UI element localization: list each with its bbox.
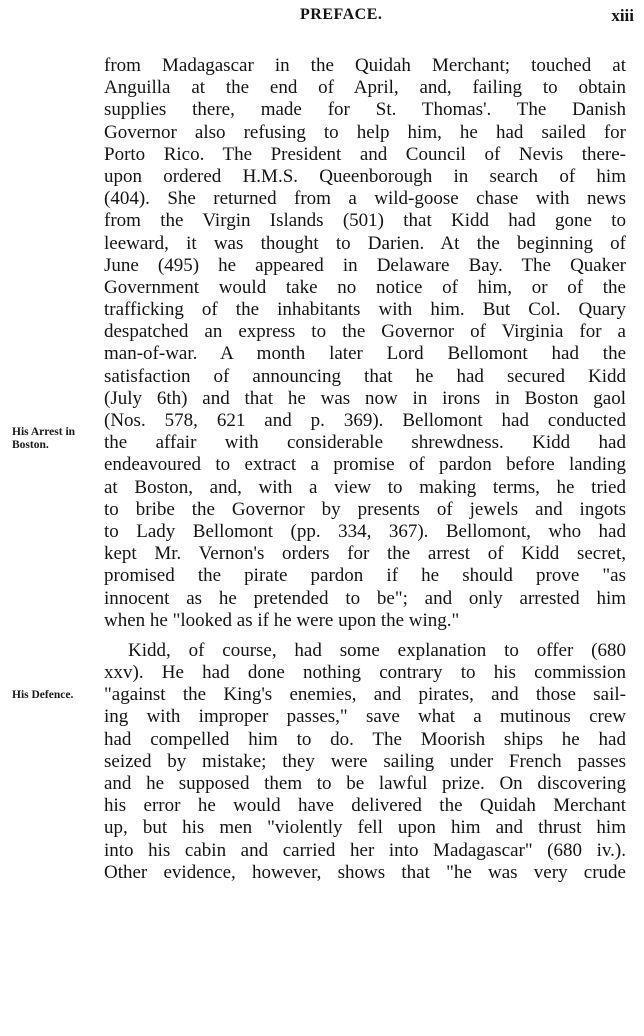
text-line: innocent as he pretended to be"; and only arrested him xyxy=(104,587,626,609)
text-line: kept Mr. Vernon's orders for the arrest of Kidd secret, xyxy=(104,543,626,565)
text-line: trafficking of the inhabitants with him. But Col. Quary xyxy=(104,299,626,321)
text-line: Anguilla at the end of April, and, failing to obtain xyxy=(104,77,626,99)
page-header xyxy=(0,6,644,30)
page-number: xiii xyxy=(611,6,634,25)
text-line: leeward, it was thought to Darien. At the beginning of xyxy=(104,232,626,254)
text-line: promised the pirate pardon if he should prove "as xyxy=(104,565,626,587)
text-line: (Nos. 578, 621 and p. 369). Bellomont had conducted xyxy=(104,410,626,431)
text-line: man-of-war. A month later Lord Bellomont had the xyxy=(104,343,626,365)
text-line: (July 6th) and that he was now in irons in Boston gaol xyxy=(104,387,626,409)
text-line: and he supposed them to be lawful prize. On discovering xyxy=(104,773,626,794)
text-line: (404). She returned from a wild-goose chase with news xyxy=(104,188,626,210)
text-line: the affair with considerable shrewdness. Kidd had xyxy=(104,432,626,454)
text-line: June (495) he appeared in Delaware Bay. The Quaker xyxy=(104,254,626,276)
text-line: had compelled him to do. The Moorish ships he had xyxy=(104,728,626,750)
paragraph-gap xyxy=(104,632,626,640)
text-line: up, but his men "violently fell upon him and thrust him xyxy=(104,817,626,839)
sidenote-arrest: His Arrest in Boston. xyxy=(12,426,76,451)
paragraph-1 xyxy=(104,55,626,632)
text-line: xxv). He had done nothing contrary to his commission xyxy=(104,662,626,684)
text-line: Other evidence, however, shows that "he was very crude xyxy=(104,861,626,883)
text-line: to bribe the Governor by presents of jewels and ingots xyxy=(104,498,626,520)
text-line: supplies there, made for St. Thomas'. The Danish xyxy=(104,99,626,121)
body-text xyxy=(104,55,626,884)
paragraph-2 xyxy=(104,640,626,884)
text-line: satisfaction of announcing that he had secured Kidd xyxy=(104,365,626,387)
text-line: Kidd, of course, had some explanation to offer (680 xyxy=(128,639,626,661)
text-line: from Madagascar in the Quidah Merchant; touched at xyxy=(104,55,626,76)
text-line: upon ordered H.M.S. Queenborough in search of him xyxy=(104,165,626,187)
text-line: Governor also refusing to help him, he had sailed for xyxy=(104,121,626,143)
text-line: his error he would have delivered the Quidah Merchant xyxy=(104,795,626,817)
text-line: Porto Rico. The President and Council of Nevis there- xyxy=(104,143,626,165)
text-line: to Lady Bellomont (pp. 334, 367). Bellomont, who had xyxy=(104,520,626,542)
text-line: "against the King's enemies, and pirates, and those sail- xyxy=(104,684,626,706)
sidenote-defence: His Defence. xyxy=(12,689,74,701)
text-line: at Boston, and, with a view to making terms, he tried xyxy=(104,476,626,498)
text-line: seized by mistake; they were sailing under French passes xyxy=(104,750,626,772)
text-line: Government would take no notice of him, or of the xyxy=(104,276,626,298)
text-line: ing with improper passes," save what a mutinous crew xyxy=(104,706,626,728)
text-line: despatched an express to the Governor of Virginia for a xyxy=(104,321,626,343)
running-head: PREFACE. xyxy=(300,6,383,23)
text-line: into his cabin and carried her into Madagascar" (680 iv.). xyxy=(104,839,626,861)
text-line: endeavoured to extract a promise of pardon before landing xyxy=(104,454,626,476)
text-line: when he "looked as if he were upon the wing." xyxy=(104,609,460,631)
text-line: from the Virgin Islands (501) that Kidd had gone to xyxy=(104,210,626,232)
